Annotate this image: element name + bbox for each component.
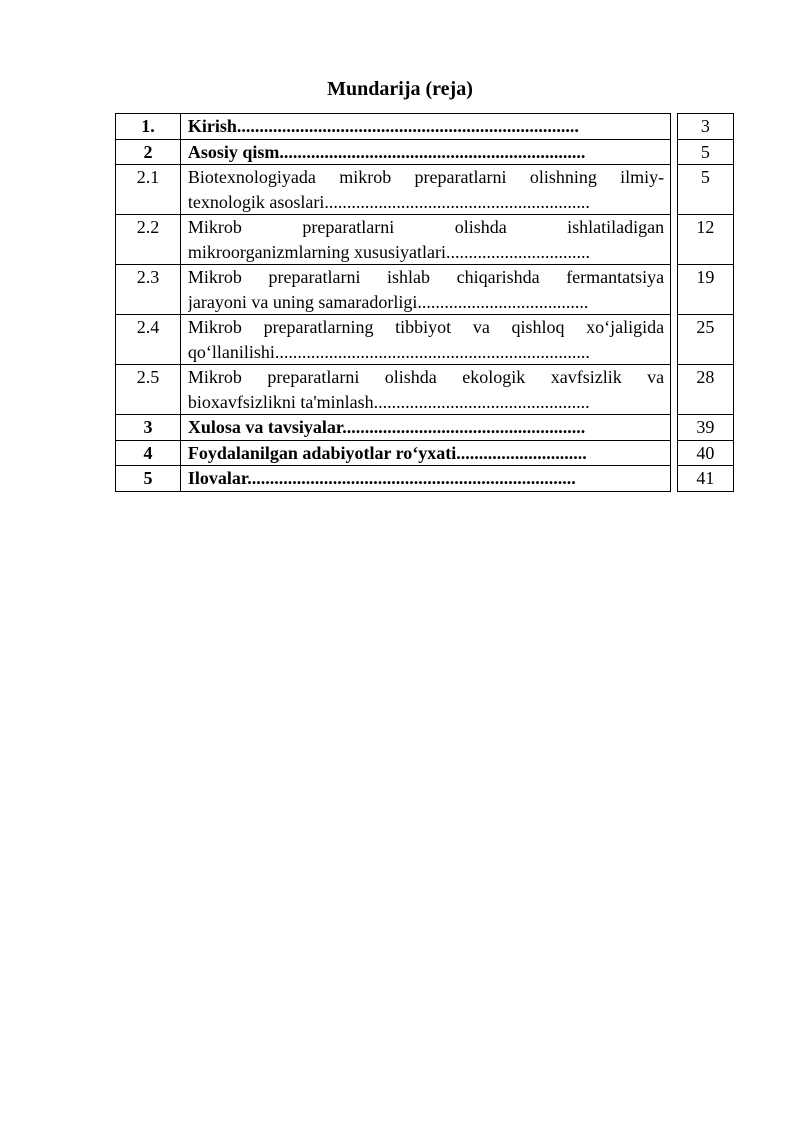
toc-title-line: Biotexnologiyada mikrob preparatlarni olishning ilmiy- (187, 167, 665, 187)
toc-section-number: 4 (116, 440, 181, 466)
toc-title-line: Kirish............................................................................ (187, 116, 579, 136)
toc-row (116, 265, 734, 315)
toc-section-title (180, 415, 670, 441)
toc-title-line: Xulosa va tavsiyalar...................................................... (187, 417, 586, 437)
toc-column-gap (671, 139, 678, 165)
toc-section-title (180, 139, 670, 165)
toc-page-number: 5 (677, 165, 733, 215)
toc-section-number: 1. (116, 114, 181, 140)
toc-section-number: 2.1 (116, 165, 181, 215)
toc-page-number: 25 (677, 315, 733, 365)
toc-page-number: 5 (677, 139, 733, 165)
table-of-contents (115, 113, 734, 492)
toc-row (116, 139, 734, 165)
toc-page-number: 12 (677, 215, 733, 265)
toc-title-line: Ilovalar......................................................................... (187, 468, 576, 488)
toc-section-title (180, 315, 670, 365)
toc-title-line: Mikrob preparatlarni olishda ishlatiladigan (187, 217, 665, 237)
toc-title-line: Mikrob preparatlarni olishda ekologik xavfsizlik va (187, 367, 665, 387)
toc-column-gap (671, 440, 678, 466)
toc-column-gap (671, 415, 678, 441)
toc-row (116, 466, 734, 492)
toc-row (116, 365, 734, 415)
toc-title-line: Asosiy qism.................................................................... (187, 141, 586, 162)
toc-section-number: 2.2 (116, 215, 181, 265)
toc-section-number: 2.3 (116, 265, 181, 315)
toc-column-gap (671, 466, 678, 492)
toc-body (116, 114, 734, 492)
toc-title-line: Mikrob preparatlarni ishlab chiqarishda fermantatsiya (187, 267, 665, 287)
toc-column-gap (671, 315, 678, 365)
toc-title-line: texnologik asoslari........................................................... (187, 191, 590, 212)
toc-row (116, 114, 734, 140)
toc-row (116, 315, 734, 365)
toc-title-line: mikroorganizmlarning xususiyatlari................................ (187, 241, 591, 262)
toc-section-number: 5 (116, 466, 181, 492)
toc-column-gap (671, 215, 678, 265)
toc-row (116, 415, 734, 441)
toc-title-line: Mikrob preparatlarning tibbiyot va qishloq xo‘jaligida (187, 317, 665, 337)
toc-section-title (180, 165, 670, 215)
toc-section-title (180, 114, 670, 140)
toc-page-number: 28 (677, 365, 733, 415)
toc-section-title (180, 365, 670, 415)
toc-title-line: Foydalanilgan adabiyotlar ro‘yxati............................. (187, 442, 587, 463)
toc-page-number: 3 (677, 114, 733, 140)
toc-column-gap (671, 114, 678, 140)
toc-section-number: 2.4 (116, 315, 181, 365)
toc-title-line: qo‘llanilishi...................................................................... (187, 341, 590, 362)
toc-row (116, 165, 734, 215)
toc-page-number: 40 (677, 440, 733, 466)
toc-row (116, 440, 734, 466)
toc-title-line: jarayoni va uning samaradorligi...................................... (187, 291, 589, 312)
toc-row (116, 215, 734, 265)
toc-section-title (180, 440, 670, 466)
toc-page-number: 19 (677, 265, 733, 315)
toc-section-title (180, 466, 670, 492)
document-title: Mundarija (reja) (327, 78, 473, 100)
toc-title-line: bioxavfsizlikni ta'minlash................................................ (187, 391, 590, 412)
toc-section-title (180, 215, 670, 265)
toc-section-title (180, 265, 670, 315)
toc-page-number: 39 (677, 415, 733, 441)
toc-page-number: 41 (677, 466, 733, 492)
toc-section-number: 3 (116, 415, 181, 441)
toc-column-gap (671, 165, 678, 215)
toc-section-number: 2.5 (116, 365, 181, 415)
toc-column-gap (671, 265, 678, 315)
toc-section-number: 2 (116, 139, 181, 165)
toc-column-gap (671, 365, 678, 415)
